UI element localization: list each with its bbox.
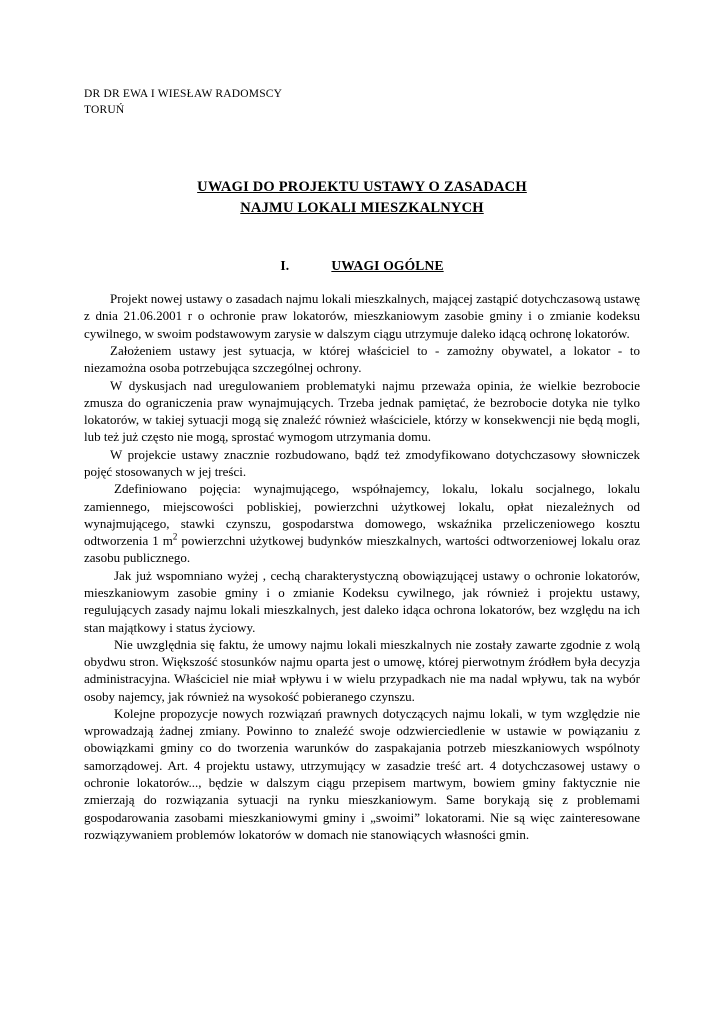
- page-title-line-2: NAJMU LOKALI MIESZKALNYCH: [240, 200, 484, 217]
- paragraph: Zdefiniowano pojęcia: wynajmującego, współnajemcy, lokalu, lokalu socjalnego, lokalu zamiennego, miejscowości pobliskiej, powierzchni użytkowej lokalu, opłat niezależnych od wynajmującego, stawki czynszu, gospodarstwa domowego, wskaźnika przeliczeniowego kosztu odtworzenia 1 $m^2$ powierzchni użytkowej budynków mieszkalnych, wartości odtworzeniowej lokalu oraz zasobu publicznego.: [84, 481, 640, 566]
- paragraph: W projekcie ustawy znacznie rozbudowano, bądź też zmodyfikowano dotychczasowy słowniczek pojęć stosowanych w jej treści.: [84, 446, 640, 479]
- section-numeral: I.: [280, 258, 290, 274]
- letterhead: [84, 86, 640, 119]
- paragraph: Kolejne propozycje nowych rozwiązań prawnych dotyczących najmu lokali, w tym względzie nie wprowadzają żadnej zmiany. Powinno to znaleźć swoje odzwierciedlenie w ustawie w powiązaniu z obowiązkami gminy co do tworzenia warunków do zaspakajania potrzeb mieszkaniowych wspólnoty samorządowej. Art. 4 projektu ustawy, utrzymujący w zasadzie treść art. 4 dotychczasowej ustawy o ochronie lokatorów..., będzie w dalszym ciągu przepisem martwym, bowiem gminy faktycznie nie zmierzają do rozwiązania sytuacji na rynku mieszkaniowym. Same borykają się z problemami gospodarowania zasobami mieszkaniowymi gminy i „swoimi” lokatorami. Nie są więc zainteresowane rozwiązywaniem problemów lokatorów w domach nie stanowiących własności gmin.: [84, 705, 640, 842]
- body-copy: [84, 290, 640, 843]
- section-heading-text: UWAGI OGÓLNE: [331, 258, 444, 274]
- page-title: [84, 177, 640, 221]
- paragraph: Jak już wspomniano wyżej , cechą charakterystyczną obowiązującej ustawy o ochronie lokatorów, mieszkaniowym zasobie gminy i o zmianie Kodeksu cywilnego, jak również i projektu ustawy, regulujących zasady najmu lokali mieszkalnych, jest daleko idąca ochrona lokatorów, bez względu na ich stan majątkowy i status życiowy.: [84, 567, 640, 635]
- letterhead-line-1: DR DR EWA I WIESŁAW RADOMSCY: [84, 88, 283, 100]
- section-heading: [84, 258, 640, 274]
- paragraph: Nie uwzględnia się faktu, że umowy najmu lokali mieszkalnych nie zostały zawarte zgodnie z wolą obydwu stron. Większość stosunków najmu oparta jest o umowę, której pierwotnym źródłem była decyzja administracyjna. Właściciel nie miał wpływu i w wielu przypadkach nie ma nadal wpływu, tak na wybór osoby najemcy, jak również na wysokość pobieranego czynszu.: [84, 636, 640, 704]
- letterhead-line-2: TORUŃ: [84, 104, 125, 117]
- paragraph: Założeniem ustawy jest sytuacja, w której właściciel to - zamożny obywatel, a lokator - to niezamożna osoba potrzebująca szczególnej ochrony.: [84, 343, 640, 376]
- paragraph: W dyskusjach nad uregulowaniem problematyki najmu przeważa opinia, że wielkie bezrobocie zmusza do ograniczenia praw wynajmujących. Trzeba jednak pamiętać, że bezrobocie dotyka nie tylko lokatorów, w takiej sytuacji mogą się znaleźć również właściciele, którzy w konsekwencji nie będą mogli, lub też już często nie mogą, sprostać wymogom utrzymania domu.: [84, 377, 640, 445]
- paragraph: Projekt nowej ustawy o zasadach najmu lokali mieszkalnych, mającej zastąpić dotychczasową ustawę z dnia 21.06.2001 r o ochronie praw lokatorów, mieszkaniowym zasobie gminy i o zmianie kodeksu cywilnego, w swoim podstawowym zarysie w dalszym ciągu utrzymuje daleko idącą ochronę lokatorów.: [84, 291, 640, 341]
- page-title-line-1: UWAGI DO PROJEKTU USTAWY O ZASADACH: [197, 178, 527, 195]
